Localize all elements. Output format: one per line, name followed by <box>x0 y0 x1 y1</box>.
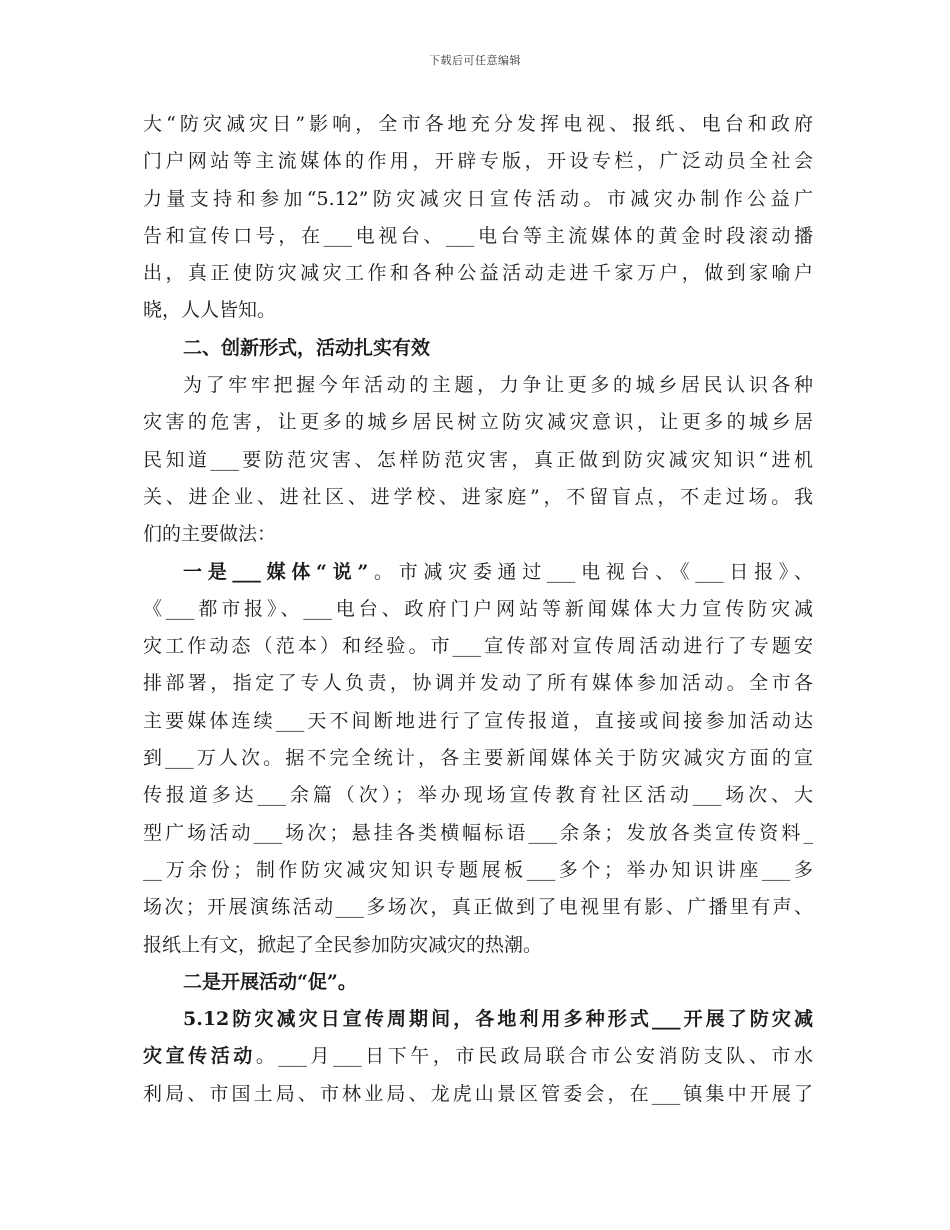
text-segment: 型广场活动___场次；悬挂各类横幅标语___余条；发放各类宣传资料_ <box>143 821 813 844</box>
text-segment: 门户网站等主流媒体的作用，开辟专版，开设专栏，广泛动员全社会 <box>143 150 813 173</box>
text-segment: 关、进企业、进社区、进学校、进家庭”，不留盲点，不走过场。我 <box>143 485 813 508</box>
text-segment: 利局、市国土局、市林业局、龙虎山景区管委会，在___镇集中开展了 <box>143 1082 813 1105</box>
text-line <box>143 516 813 553</box>
text-line <box>143 740 813 777</box>
text-line <box>143 927 813 964</box>
text-segment: 报纸上有文，掀起了全民参加防灾减灾的热潮。 <box>143 933 543 956</box>
text-line <box>143 181 813 218</box>
text-line <box>143 106 813 143</box>
document-body <box>143 106 813 1113</box>
text-line <box>143 703 813 740</box>
text-line <box>143 218 813 255</box>
text-segment: 场次；开展演练活动___多场次，真正做到了电视里有影、广播里有声、 <box>143 896 813 919</box>
text-line <box>143 292 813 329</box>
text-line <box>143 852 813 889</box>
text-line <box>143 479 813 516</box>
text-segment: 晓，人人皆知。 <box>143 299 277 322</box>
text-line <box>143 889 813 926</box>
text-segment: 告和宣传口号，在___电视台、___电台等主流媒体的黄金时段滚动播 <box>143 224 813 247</box>
section-heading <box>143 964 813 1001</box>
text-segment: 为了牢牢把握今年活动的主题，力争让更多的城乡居民认识各种 <box>183 374 813 397</box>
text-line <box>143 404 813 441</box>
text-line <box>143 628 813 665</box>
text-line <box>143 442 813 479</box>
text-segment: 传报道多达___余篇（次）；举办现场宣传教育社区活动___场次、大 <box>143 784 813 807</box>
text-line <box>143 1038 813 1075</box>
text-segment: 到___万人次。据不完全统计，各主要新闻媒体关于防灾减灾方面的宣 <box>143 747 813 770</box>
text-line <box>143 143 813 180</box>
text-segment: 主要媒体连续___天不间断地进行了宣传报道，直接或间接参加活动达 <box>143 709 813 732</box>
text-segment: 。___月___日下午，市民政局联合市公安消防支队、市水 <box>255 1045 813 1068</box>
text-segment: 《___都市报》、___电台、政府门户网站等新闻媒体大力宣传防灾减 <box>143 597 813 620</box>
text-line <box>143 255 813 292</box>
text-line <box>143 554 813 591</box>
section-heading <box>143 330 813 367</box>
text-segment: 5.12防灾减灾日宣传周期间，各地利用多种形式___开展了防灾减 <box>183 1008 813 1031</box>
page-header-note: 下载后可任意编辑 <box>429 54 521 67</box>
text-line <box>143 777 813 814</box>
text-segment: 灾害的危害，让更多的城乡居民树立防灾减灾意识，让更多的城乡居 <box>143 411 813 434</box>
text-line <box>143 815 813 852</box>
text-line <box>143 665 813 702</box>
text-segment: 出，真正使防灾减灾工作和各种公益活动走进千家万户，做到家喻户 <box>143 262 813 285</box>
text-segment: 二是开展活动“促”。 <box>183 970 357 993</box>
text-line <box>143 1001 813 1038</box>
text-segment: __万余份；制作防灾减灾知识专题展板___多个；举办知识讲座___多 <box>143 858 813 881</box>
text-segment: 。市减灾委通过___电视台、《___日报》、 <box>368 560 813 583</box>
text-segment: 民知道___要防范灾害、怎样防范灾害，真正做到防灾减灾知识“进机 <box>143 448 813 471</box>
text-segment: 们的主要做法： <box>143 523 277 546</box>
bold-lead-segment: 一是___媒体“说” <box>183 560 369 583</box>
text-segment: 灾工作动态（范本）和经验。市___宣传部对宣传周活动进行了专题安 <box>143 635 813 658</box>
text-segment: 二、创新形式，活动扎实有效 <box>183 336 431 359</box>
text-segment: 力量支持和参加“5.12”防灾减灾日宣传活动。市减灾办制作公益广 <box>143 187 813 210</box>
text-line <box>143 1076 813 1113</box>
text-line <box>143 367 813 404</box>
text-line <box>143 591 813 628</box>
bold-lead-segment: 灾宣传活动 <box>143 1045 256 1068</box>
text-segment: 排部署，指定了专人负责，协调并发动了所有媒体参加活动。全市各 <box>143 672 813 695</box>
text-segment: 大“防灾减灾日”影响，全市各地充分发挥电视、报纸、电台和政府 <box>143 113 813 135</box>
